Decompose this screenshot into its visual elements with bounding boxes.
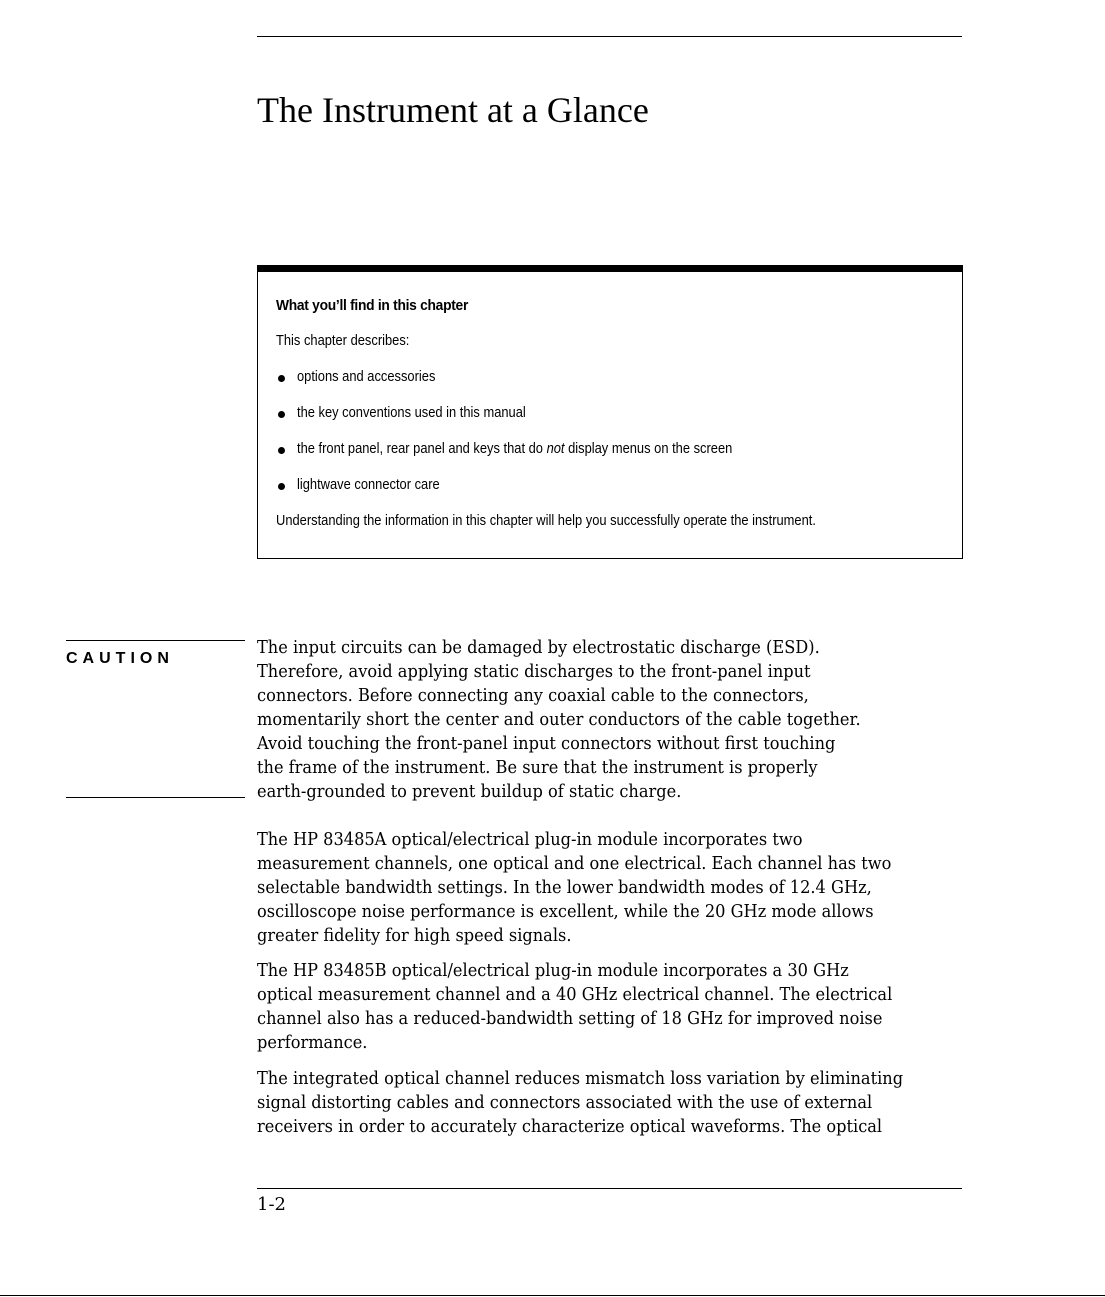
chapter-summary-heading: What you’ll find in this chapter: [276, 297, 469, 314]
text-line: Therefore, avoid applying static discharges to the front-panel input: [257, 661, 811, 682]
text-line: The HP 83485B optical/electrical plug-in module incorporates a 30 GHz: [257, 960, 849, 981]
header-rule: [257, 36, 962, 37]
text-line: The HP 83485A optical/electrical plug-in module incorporates two: [257, 829, 803, 850]
chapter-summary-outro: Understanding the information in this chapter will help you successfully operate the instrument.: [276, 512, 816, 529]
text-line: greater fidelity for high speed signals.: [257, 925, 572, 946]
text-line: optical measurement channel and a 40 GHz electrical channel. The electrical: [257, 984, 893, 1005]
text-line: connectors. Before connecting any coaxial cable to the connectors,: [257, 685, 809, 706]
bullet-icon: [278, 411, 285, 418]
summary-bullet-text: options and accessories: [297, 368, 436, 385]
emphasis-text: not: [546, 440, 565, 457]
summary-bullet-text: lightwave connector care: [297, 476, 440, 493]
body-paragraph: [257, 959, 963, 1055]
footer-rule: [257, 1188, 962, 1189]
chapter-title: The Instrument at a Glance: [257, 90, 649, 130]
text-line: signal distorting cables and connectors associated with the use of external: [257, 1092, 873, 1113]
caution-top-rule: [66, 640, 245, 641]
body-paragraph: [257, 828, 962, 948]
bullet-icon: [278, 483, 285, 490]
text-line: performance.: [257, 1032, 368, 1053]
text-line: receivers in order to accurately characterize optical waveforms. The optical: [257, 1116, 883, 1137]
text-line: measurement channels, one optical and one electrical. Each channel has two: [257, 853, 892, 874]
text-line: The integrated optical channel reduces mismatch loss variation by eliminating: [257, 1068, 904, 1089]
text-line: The input circuits can be damaged by electrostatic discharge (ESD).: [257, 637, 820, 658]
summary-bullet-text: the key conventions used in this manual: [297, 404, 526, 421]
chapter-summary-box: [257, 265, 963, 559]
text-line: oscilloscope noise performance is excellent, while the 20 GHz mode allows: [257, 901, 874, 922]
page-edge-rule: [0, 1295, 1105, 1296]
text-line: selectable bandwidth settings. In the lower bandwidth modes of 12.4 GHz,: [257, 877, 872, 898]
text-line: Avoid touching the front-panel input connectors without first touching: [257, 733, 836, 754]
text-line: channel also has a reduced-bandwidth setting of 18 GHz for improved noise: [257, 1008, 883, 1029]
text-line: earth-grounded to prevent buildup of static charge.: [257, 781, 682, 802]
chapter-summary-intro: This chapter describes:: [276, 332, 410, 349]
caution-text: [257, 636, 928, 804]
page-number: 1-2: [257, 1194, 286, 1215]
text-line: the frame of the instrument. Be sure that the instrument is properly: [257, 757, 818, 778]
text-line: momentarily short the center and outer conductors of the cable together.: [257, 709, 861, 730]
bullet-icon: [278, 375, 285, 382]
bullet-text-part: the front panel, rear panel and keys that do: [297, 440, 547, 457]
caution-label: CAUTION: [66, 650, 174, 667]
bullet-text-part: display menus on the screen: [564, 440, 733, 457]
caution-bottom-rule: [66, 797, 245, 798]
summary-bullet-text: [297, 440, 732, 457]
bullet-icon: [278, 447, 285, 454]
body-paragraph: [257, 1067, 975, 1139]
